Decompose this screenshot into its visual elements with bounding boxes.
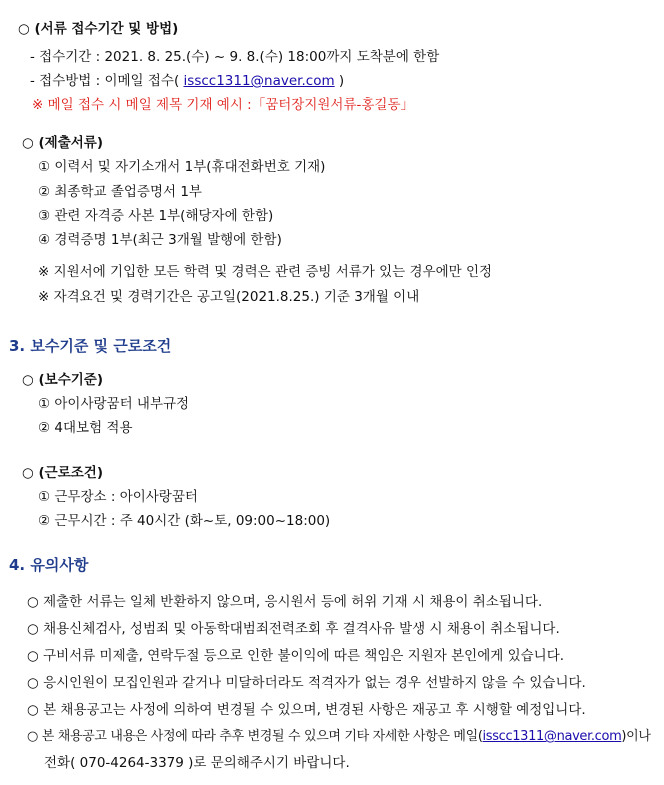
notice-item <box>27 727 651 747</box>
documents-heading: ○ (제출서류) <box>22 135 103 151</box>
reception-period: - 접수기간 : 2021. 8. 25.(수) ~ 9. 8.(수) 18:00까지 도착분에 한함 <box>30 49 440 65</box>
documents-item: ① 이력서 및 자기소개서 1부(휴대전화번호 기재) <box>38 159 326 175</box>
notice-item: ○ 구비서류 미제출, 연락두절 등으로 인한 불이익에 따른 책임은 지원자 본인에게 있습니다. <box>27 648 565 664</box>
email-link[interactable]: isscc1311@naver.com <box>183 73 335 89</box>
pay-standard-heading: ○ (보수기준) <box>22 372 103 388</box>
notice-last-suffix: )이나 <box>621 729 651 744</box>
reception-note: ※ 메일 접수 시 메일 제목 기재 예시 :「꿈터장지원서류-홍길동」 <box>32 97 415 113</box>
method-suffix: ) <box>338 73 345 89</box>
notice-title: 4. 유의사항 <box>9 556 89 574</box>
pay-conditions-item: ② 근무시간 : 주 40시간 (화~토, 09:00~18:00) <box>38 513 331 529</box>
notice-item: ○ 제출한 서류는 일체 반환하지 않으며, 응시원서 등에 허위 기재 시 채용이 취소됩니다. <box>27 594 543 610</box>
notice-item: ○ 채용신체검사, 성범죄 및 아동학대범죄전력조회 후 결격사유 발생 시 채용이 취소됩니다. <box>27 621 560 637</box>
notice-item-continuation: 전화( 070-4264-3379 )로 문의해주시기 바랍니다. <box>44 755 350 771</box>
email-link[interactable]: isscc1311@naver.com <box>482 729 622 744</box>
method-prefix: - 접수방법 : 이메일 접수( <box>30 73 180 89</box>
notice-item: ○ 본 채용공고는 사정에 의하여 변경될 수 있으며, 변경된 사항은 재공고 후 시행할 예정입니다. <box>27 702 586 718</box>
notice-last-prefix: ○ 본 채용공고 내용은 사정에 따라 추후 변경될 수 있으며 기타 자세한 사항은 메일( <box>27 729 483 744</box>
reception-heading: ○ (서류 접수기간 및 방법) <box>18 21 179 37</box>
pay-standard-item: ① 아이사랑꿈터 내부규정 <box>38 396 190 412</box>
documents-note: ※ 자격요건 및 경력기간은 공고일(2021.8.25.) 기준 3개월 이내 <box>38 289 420 305</box>
documents-item: ② 최종학교 졸업증명서 1부 <box>38 184 202 200</box>
pay-conditions-item: ① 근무장소 : 아이사랑꿈터 <box>38 489 198 505</box>
pay-title: 3. 보수기준 및 근로조건 <box>9 337 172 355</box>
documents-item: ③ 관련 자격증 사본 1부(해당자에 한함) <box>38 208 274 224</box>
pay-standard-item: ② 4대보험 적용 <box>38 420 133 436</box>
documents-item: ④ 경력증명 1부(최근 3개월 발행에 한함) <box>38 232 282 248</box>
notice-item: ○ 응시인원이 모집인원과 같거나 미달하더라도 적격자가 없는 경우 선발하지 않을 수 있습니다. <box>27 675 586 691</box>
documents-note: ※ 지원서에 기입한 모든 학력 및 경력은 관련 증빙 서류가 있는 경우에만 인정 <box>38 264 493 280</box>
pay-conditions-heading: ○ (근로조건) <box>22 465 103 481</box>
reception-method <box>30 71 344 91</box>
